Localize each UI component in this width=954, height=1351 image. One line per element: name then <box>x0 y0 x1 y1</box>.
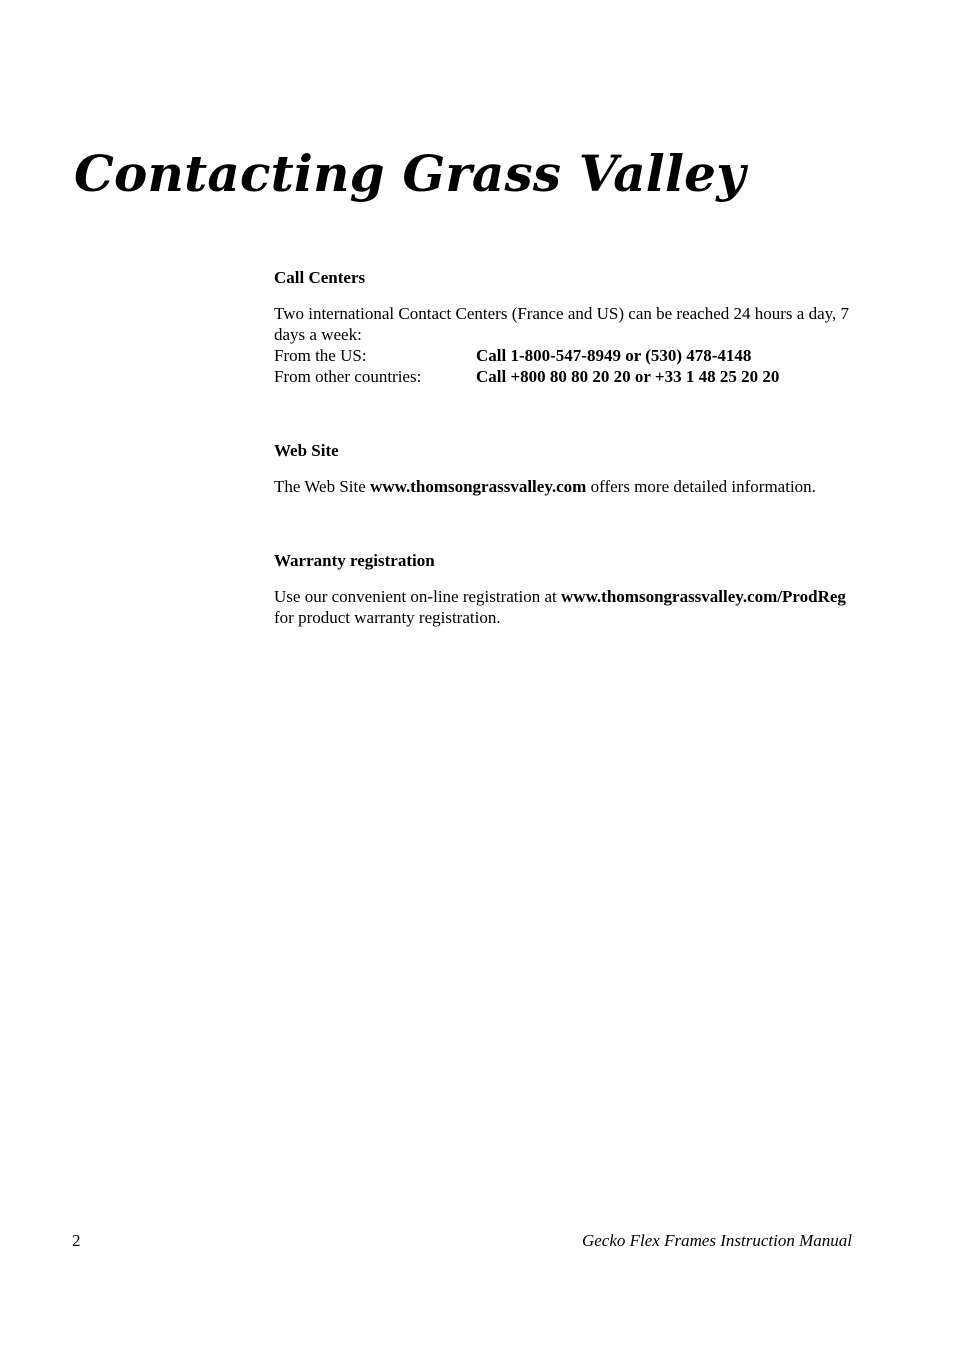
page-title: Contacting Grass Valley <box>74 144 746 203</box>
warranty-text <box>274 586 854 628</box>
contact-table <box>274 345 779 387</box>
contact-row-other <box>274 366 779 387</box>
warranty-text-before: Use our convenient on-line registration at <box>274 587 562 606</box>
web-site-section <box>274 439 854 497</box>
web-site-heading: Web Site <box>274 441 339 460</box>
warranty-heading: Warranty registration <box>274 551 435 570</box>
call-centers-intro: Two international Contact Centers (France and US) can be reached 24 hours a day, 7 days a week: <box>274 304 850 344</box>
warranty-text-after: for product warranty registration. <box>274 608 501 627</box>
contact-value-other: Call +800 80 80 20 20 or +33 1 48 25 20 20 <box>476 367 780 386</box>
web-site-text-before: The Web Site <box>274 477 371 496</box>
warranty-section <box>274 549 854 628</box>
page-content <box>274 266 854 628</box>
contact-value-us: Call 1-800-547-8949 or (530) 478-4148 <box>476 346 752 365</box>
web-site-text-after: offers more detailed information. <box>586 477 816 496</box>
footer-manual-title: Gecko Flex Frames Instruction Manual <box>581 1231 852 1250</box>
contact-label-us: From the US: <box>274 346 367 365</box>
warranty-link[interactable]: www.thomsongrassvalley.com/ProdReg <box>561 587 846 606</box>
contact-row-us <box>274 345 779 366</box>
web-site-link[interactable]: www.thomsongrassvalley.com <box>370 477 587 496</box>
contact-label-other: From other countries: <box>274 367 422 386</box>
footer-page-number: 2 <box>72 1231 81 1250</box>
call-centers-heading: Call Centers <box>274 268 366 287</box>
call-centers-section <box>274 266 854 387</box>
web-site-text <box>274 476 854 497</box>
